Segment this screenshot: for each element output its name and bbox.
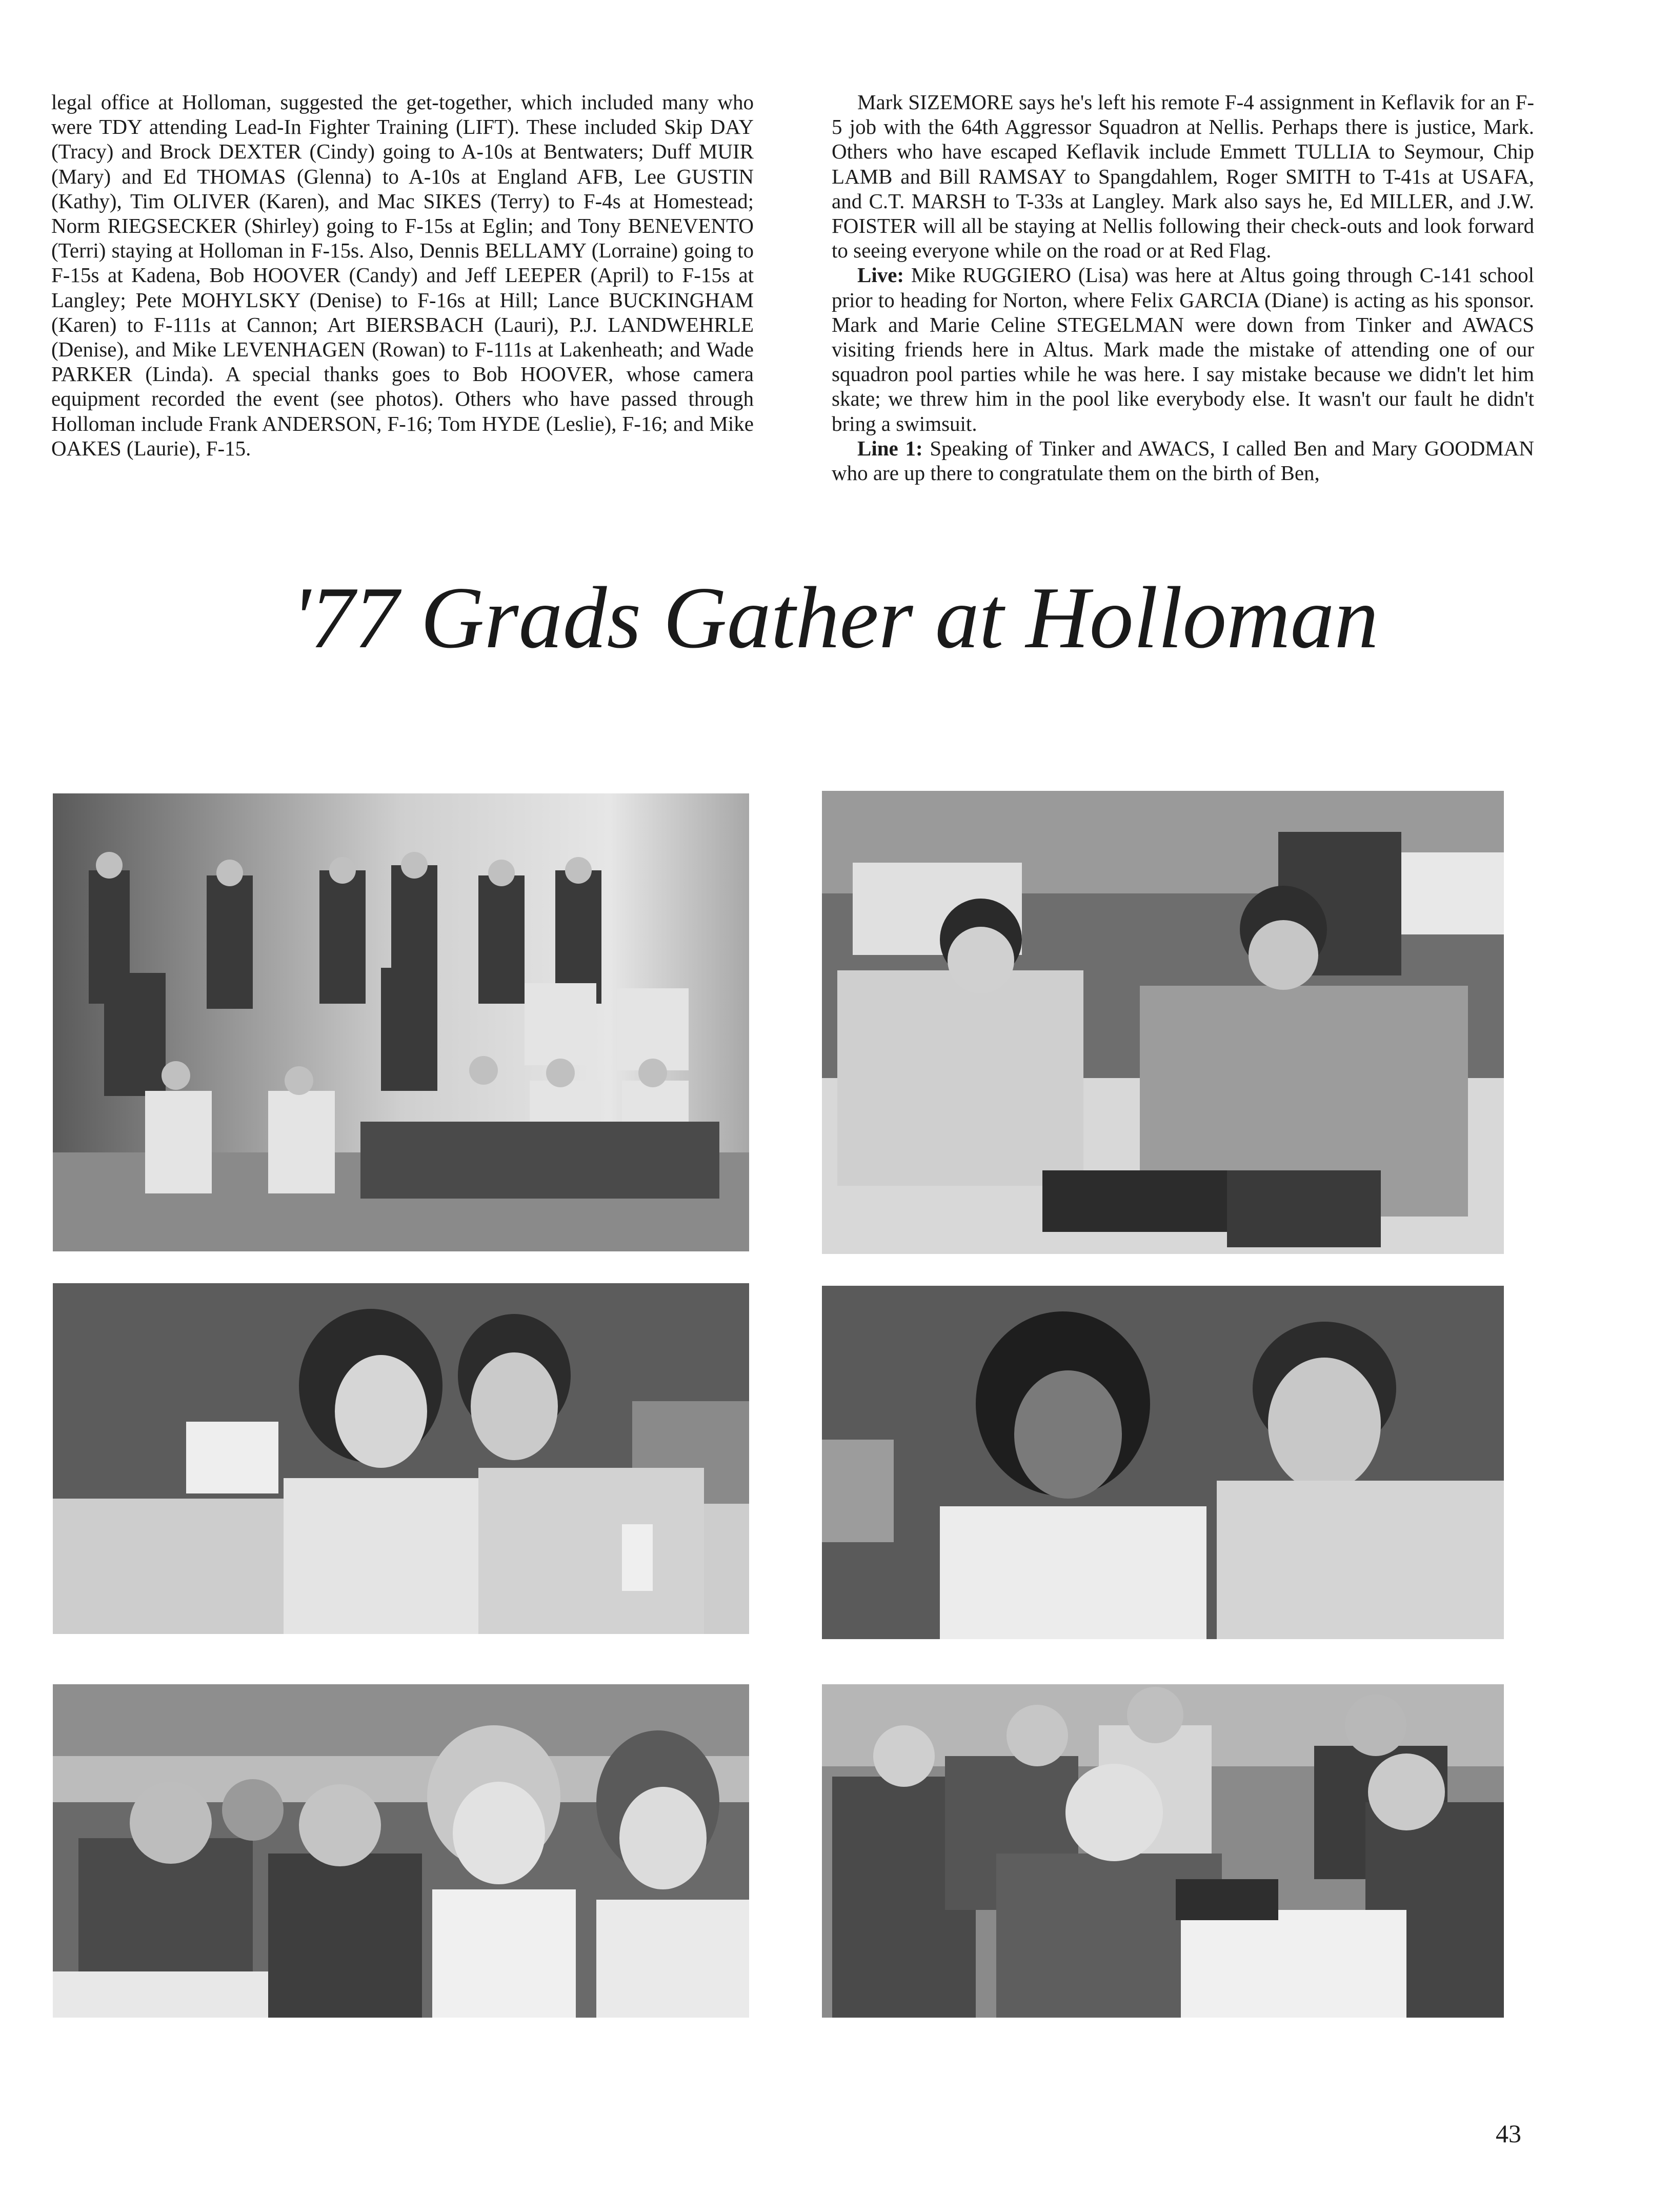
couple-photo-right [822,1286,1504,1639]
group-table-photo-left [53,1684,749,2018]
left-paragraph: legal office at Holloman, suggested the get-together, which included many who were TDY attending Lead-In Fighter Training (LIFT). These included Skip DAY (Tracy) and Brock DEXTER (Cindy) going to A-10s at Bentwaters; Duff MUIR (Mary) and Ed THOMAS (Glenna) to A-10s at England AFB, Lee GUSTIN (Kathy), Tim OLIVER (Karen), and Mac SIKES (Terry) to F-4s at Homestead; Norm RIEGSECKER (Shirley) going to F-15s at Eglin; and Tony BENEVENTO (Terri) staying at Holloman in F-15s. Also, Dennis BELLAMY (Lorraine) going to F-15s at Kadena, Bob HOOVER (Candy) and Jeff LEEPER (April) to F-15s at Langley; Pete MOHYLSKY (Denise) to F-16s at Hill; Lance BUCKINGHAM (Karen) to F-111s at Cannon; Art BIERSBACH (Lauri), P.J. LANDWEHRLE (Denise), and Mike LEVENHAGEN (Rowan) to F-111s at Lakenheath; and Wade PARKER (Linda). A special thanks goes to Bob HOOVER, whose camera equipment recorded the event (see photos). Others who have passed through Holloman include Frank ANDERSON, F-16; Tom HYDE (Leslie), F-16; and Mike OAKES (Laurie), F-15. [51,90,754,460]
line1-lead: Line 1: [857,436,923,460]
left-text-column [51,90,754,461]
live-lead: Live: [857,263,904,287]
right-paragraph-2 [832,263,1534,435]
group-table-photo-right [822,1684,1504,2018]
right-paragraph-1: Mark SIZEMORE says he's left his remote F-4 assignment in Keflavik for an F-5 job with the 64th Aggressor Squadron at Nellis. Perhaps there is justice, Mark. Others who have escaped Keflavik include Emmett TULLIA to Seymour, Chip LAMB and Bill RAMSAY to Spangdahlem, Roger SMITH to T-41s at USAFA, and C.T. MARSH to T-33s at Langley. Mark also says he, Ed MILLER, and J.W. FOISTER will all be staying at Nellis following their check-outs and look forward to seeing everyone while on the road or at Red Flag. [832,90,1534,263]
page-number: 43 [1496,2119,1521,2148]
dinner-table-photo [822,791,1504,1254]
right-paragraph-3 [832,436,1534,485]
live-text: Mike RUGGIERO (Lisa) was here at Altus going through C-141 school prior to heading for Norton, where Felix GARCIA (Diane) is acting as his sponsor. Mark and Marie Celine STEGELMAN were down from Tinker and AWACS visiting friends here in Altus. Mark made the mistake of attending one of our squadron pool parties while he was here. I say mistake because we didn't let him skate; we threw him in the pool like everybody else. It wasn't our fault he didn't bring a swimsuit. [832,263,1534,435]
couple-photo-left [53,1283,749,1634]
group-photo [53,793,749,1251]
article-headline: '77 Grads Gather at Holloman [291,569,1379,667]
line1-text: Speaking of Tinker and AWACS, I called Ben and Mary GOODMAN who are up there to congratulate them on the birth of Ben, [832,436,1534,485]
right-text-column [832,90,1534,485]
